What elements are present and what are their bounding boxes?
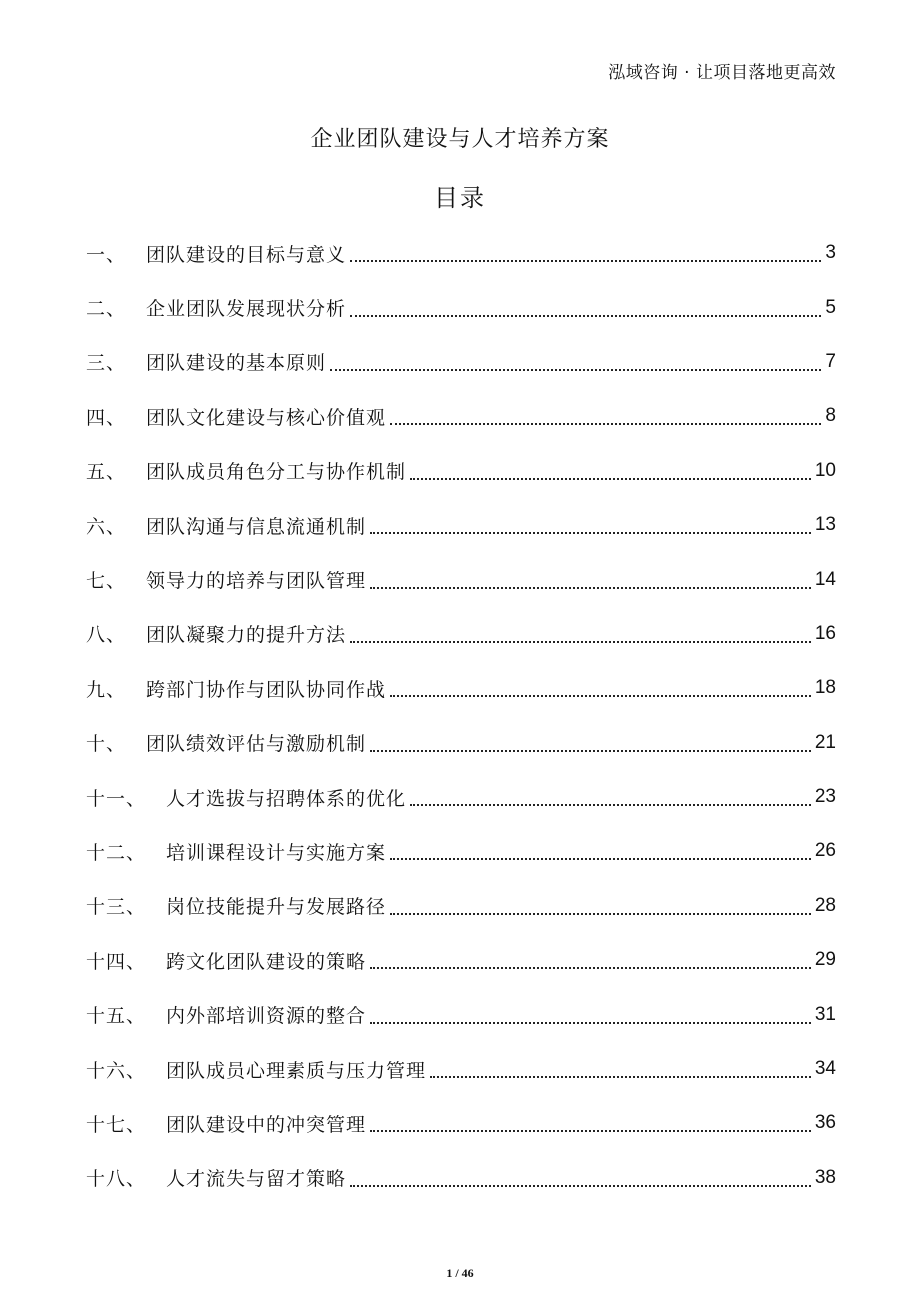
toc-entry-title: 人才选拔与招聘体系的优化 bbox=[166, 787, 407, 810]
toc-dot-leader bbox=[370, 750, 811, 752]
toc-entry-18[interactable] bbox=[86, 1151, 836, 1205]
toc-entry-page: 21 bbox=[814, 731, 836, 753]
toc-entry-number: 六、 bbox=[86, 515, 127, 538]
toc-entry-number: 三、 bbox=[86, 352, 127, 375]
toc-dot-leader bbox=[370, 1022, 811, 1024]
toc-entry-7[interactable] bbox=[86, 552, 836, 606]
toc-dot-leader bbox=[410, 478, 811, 480]
toc-entry-page: 29 bbox=[814, 949, 836, 971]
toc-entry-page: 36 bbox=[814, 1112, 836, 1134]
toc-dot-leader bbox=[370, 532, 811, 534]
toc-entry-8[interactable] bbox=[86, 607, 836, 661]
toc-entry-page: 34 bbox=[814, 1058, 836, 1080]
table-of-contents bbox=[86, 226, 836, 1205]
toc-entry-number: 十四、 bbox=[86, 950, 147, 973]
toc-entry-number: 四、 bbox=[86, 406, 127, 429]
toc-entry-page: 18 bbox=[814, 677, 836, 699]
toc-dot-leader bbox=[390, 423, 821, 425]
toc-entry-9[interactable] bbox=[86, 661, 836, 715]
toc-entry-page: 26 bbox=[814, 840, 836, 862]
header-tagline: 泓域咨询 · 让项目落地更高效 bbox=[608, 63, 836, 83]
toc-entry-number: 二、 bbox=[86, 298, 127, 321]
toc-dot-leader bbox=[410, 804, 811, 806]
toc-entry-number: 一、 bbox=[86, 243, 127, 266]
toc-entry-page: 38 bbox=[814, 1166, 836, 1188]
toc-entry-number: 九、 bbox=[86, 678, 127, 701]
toc-entry-title: 跨文化团队建设的策略 bbox=[166, 950, 367, 973]
toc-entry-4[interactable] bbox=[86, 389, 836, 443]
toc-entry-page: 14 bbox=[814, 568, 836, 590]
toc-entry-number: 十七、 bbox=[86, 1113, 147, 1136]
toc-entry-title: 团队成员心理素质与压力管理 bbox=[166, 1059, 427, 1082]
toc-entry-title: 内外部培训资源的整合 bbox=[166, 1005, 367, 1028]
toc-dot-leader bbox=[370, 587, 811, 589]
toc-entry-title: 团队成员角色分工与协作机制 bbox=[146, 461, 407, 484]
toc-entry-title: 团队建设中的冲突管理 bbox=[166, 1113, 367, 1136]
toc-entry-title: 培训课程设计与实施方案 bbox=[166, 841, 387, 864]
toc-entry-2[interactable] bbox=[86, 280, 836, 334]
toc-dot-leader bbox=[390, 695, 811, 697]
toc-entry-15[interactable] bbox=[86, 987, 836, 1041]
toc-entry-page: 16 bbox=[814, 622, 836, 644]
toc-entry-12[interactable] bbox=[86, 824, 836, 878]
toc-entry-number: 十三、 bbox=[86, 896, 147, 919]
toc-entry-page: 10 bbox=[814, 459, 836, 481]
toc-entry-3[interactable] bbox=[86, 335, 836, 389]
toc-dot-leader bbox=[370, 1130, 811, 1132]
toc-entry-1[interactable] bbox=[86, 226, 836, 280]
toc-entry-title: 团队凝聚力的提升方法 bbox=[146, 624, 347, 647]
toc-dot-leader bbox=[330, 369, 821, 371]
toc-dot-leader bbox=[370, 967, 811, 969]
toc-entry-title: 人才流失与留才策略 bbox=[166, 1168, 347, 1191]
document-title: 企业团队建设与人才培养方案 bbox=[310, 127, 610, 152]
toc-entry-6[interactable] bbox=[86, 498, 836, 552]
toc-entry-10[interactable] bbox=[86, 716, 836, 770]
toc-entry-title: 团队建设的基本原则 bbox=[146, 352, 327, 375]
toc-entry-13[interactable] bbox=[86, 879, 836, 933]
toc-dot-leader bbox=[350, 315, 821, 317]
toc-dot-leader bbox=[350, 1185, 811, 1187]
toc-entry-page: 23 bbox=[814, 786, 836, 808]
toc-entry-11[interactable] bbox=[86, 770, 836, 824]
toc-entry-number: 十八、 bbox=[86, 1168, 147, 1191]
page-indicator: 1 / 46 bbox=[446, 1266, 474, 1280]
toc-entry-number: 十五、 bbox=[86, 1005, 147, 1028]
toc-entry-number: 十六、 bbox=[86, 1059, 147, 1082]
toc-entry-number: 五、 bbox=[86, 461, 127, 484]
toc-entry-number: 十一、 bbox=[86, 787, 147, 810]
toc-entry-page: 5 bbox=[825, 296, 836, 318]
toc-entry-title: 团队建设的目标与意义 bbox=[146, 243, 347, 266]
toc-entry-title: 团队文化建设与核心价值观 bbox=[146, 406, 387, 429]
toc-entry-title: 岗位技能提升与发展路径 bbox=[166, 896, 387, 919]
toc-entry-title: 企业团队发展现状分析 bbox=[146, 298, 347, 321]
toc-dot-leader bbox=[390, 858, 811, 860]
toc-entry-title: 跨部门协作与团队协同作战 bbox=[146, 678, 387, 701]
toc-entry-title: 团队绩效评估与激励机制 bbox=[146, 733, 367, 756]
toc-entry-page: 31 bbox=[814, 1003, 836, 1025]
toc-entry-page: 8 bbox=[825, 405, 836, 427]
toc-entry-page: 28 bbox=[814, 894, 836, 916]
toc-entry-number: 十、 bbox=[86, 733, 127, 756]
toc-entry-17[interactable] bbox=[86, 1096, 836, 1150]
toc-entry-5[interactable] bbox=[86, 444, 836, 498]
toc-entry-14[interactable] bbox=[86, 933, 836, 987]
toc-entry-title: 团队沟通与信息流通机制 bbox=[146, 515, 367, 538]
toc-dot-leader bbox=[390, 913, 811, 915]
toc-entry-number: 十二、 bbox=[86, 841, 147, 864]
toc-entry-page: 7 bbox=[825, 350, 836, 372]
toc-entry-title: 领导力的培养与团队管理 bbox=[146, 570, 367, 593]
toc-entry-number: 七、 bbox=[86, 570, 127, 593]
toc-entry-16[interactable] bbox=[86, 1042, 836, 1096]
toc-heading: 目录 bbox=[434, 184, 486, 212]
toc-entry-page: 13 bbox=[814, 514, 836, 536]
toc-entry-number: 八、 bbox=[86, 624, 127, 647]
toc-entry-page: 3 bbox=[825, 242, 836, 264]
toc-dot-leader bbox=[350, 641, 811, 643]
toc-dot-leader bbox=[350, 260, 821, 262]
toc-dot-leader bbox=[430, 1076, 811, 1078]
